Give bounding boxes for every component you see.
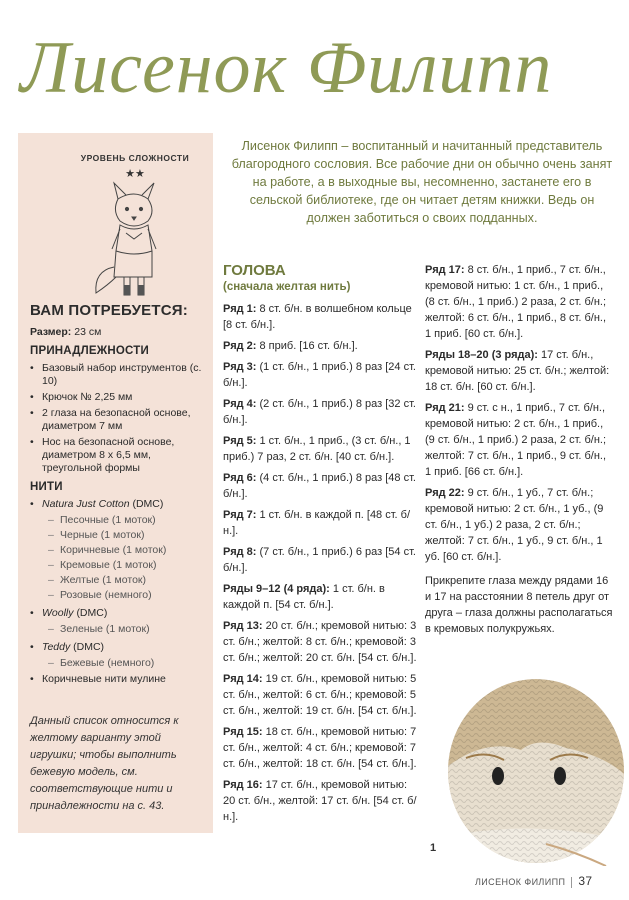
pattern-row [223,301,418,333]
pattern-row [223,581,418,613]
pattern-row [223,359,418,391]
yarn-maker: (DMC) [73,641,105,653]
pattern-row-text: 19 ст. б/н., кремовой нитью: 5 ст. б/н., желтой: 6 ст. б/н.; кремовой: 5 ст. б/н., желтой: 19 ст. б/н. [54 ст. б/н.]. [223,673,417,717]
pattern-row-label: Ряд 4: [223,398,257,410]
pattern-row-text: 8 ст. б/н. в волшебном кольце [8 ст. б/н.]. [223,303,412,331]
pattern-row [223,507,418,539]
pattern-row-label: Ряд 1: [223,303,257,315]
pattern-row [223,338,418,354]
pattern-row-text: 17 ст. б/н., кремовой нитью: 20 ст. б/н., желтой: 17 ст. б/н. [54 ст. б/н.]. [223,779,417,823]
pattern-row-text: (7 ст. б/н., 1 приб.) 6 раз [54 ст. б/н.]. [223,546,416,574]
pattern-row-text: 1 ст. б/н. в каждой п. [54 ст. б/н.]. [223,583,385,611]
accessories-heading: ПРИНАДЛЕЖНОСТИ [30,345,149,357]
fox-illustration-icon [90,181,180,301]
pattern-row-label: Ряды 18–20 (3 ряда): [425,349,538,361]
materials-heading: ВАМ ПОТРЕБУЕТСЯ: [30,302,188,319]
pattern-row-label: Ряд 14: [223,673,263,685]
difficulty-label: УРОВЕНЬ СЛОЖНОСТИ [80,153,190,163]
pattern-row [425,485,615,565]
page-title [20,18,610,126]
pattern-row-label: Ряд 2: [223,340,257,352]
pattern-row-label: Ряд 16: [223,779,263,791]
pattern-column-2 [425,262,615,642]
materials-note: Данный список относится к желтому варианту этой игрушки; чтобы выполнить бежевую модель, см. соответствующие нити и принадлежности на с. 43. [30,715,179,812]
pattern-row [223,433,418,465]
yarn-brand-1 [30,498,208,511]
section-title: ГОЛОВА [223,262,286,279]
yarn-color-item: – Кремовые (1 моток) [30,559,208,572]
yarn-brand-3 [30,641,208,654]
size-value: 23 см [74,326,102,338]
yarn-brand-name: Woolly [42,607,74,619]
yarn-color-item: – Черные (1 моток) [30,529,208,542]
pattern-row-text: (4 ст. б/н., 1 приб.) 8 раз [48 ст. б/н.]. [223,472,416,500]
pattern-column-1 [223,262,418,830]
pattern-row-text: 9 ст. б/н., 1 уб., 7 ст. б/н.; кремовой нитью: 2 ст. б/н., 1 уб., (9 ст. б/н., 1 уб.) 2 раза, 2 ст. б/н.; желтой: 7 ст. б/н., 1 уб., 9 ст. б/н., 1 уб. [60 ст. б/н.]. [425,487,604,563]
yarn-color-item: – Зеленые (1 моток) [30,623,208,636]
pattern-row [425,347,615,395]
yarn-color-item: – Желтые (1 моток) [30,574,208,587]
pattern-row [223,671,418,719]
crochet-head-photo [426,666,626,866]
pattern-row-text: 9 ст. с н., 1 приб., 7 ст. б/н., кремовой нитью: 2 ст. б/н., 1 приб., (9 ст. б/н., 1 приб.) 2 раза, 2 ст. б/н.; желтой: 7 ст. б/н., 1 приб., 9 ст. б/н., 1 приб. [66 ст. б/н.]. [425,402,607,478]
pattern-row-text: 17 ст. б/н., кремовой нитью: 25 ст. б/н.; желтой: 18 ст. б/н. [60 ст. б/н.]. [425,349,610,393]
pattern-row-text: 8 приб. [16 ст. б/н.]. [259,340,358,352]
pattern-row [223,470,418,502]
materials-list [30,326,208,689]
materials-sidebar [18,133,213,833]
accessory-item: • 2 глаза на безопасной основе, диаметром 7 мм [30,407,208,433]
pattern-row-label: Ряд 8: [223,546,257,558]
page-number: 37 [578,874,593,888]
pattern-row [425,262,615,342]
difficulty-stars: ★★ [125,168,145,180]
size-row [30,326,208,339]
accessory-item: • Крючок № 2,25 мм [30,391,208,404]
section-subtitle: (сначала желтая нить) [223,281,351,293]
muline-item: • Коричневые нити мулине [30,673,208,686]
pattern-row-text: 18 ст. б/н., кремовой нитью: 7 ст. б/н., желтой: 4 ст. б/н.; кремовой: 7 ст. б/н., желтой: 18 ст. б/н. [54 ст. б/н.]. [223,726,417,770]
pattern-row-label: Ряд 13: [223,620,263,632]
figure-number: 1 [430,842,437,854]
pattern-row-label: Ряд 22: [425,487,465,499]
pattern-row [223,544,418,576]
yarn-brand-name: Teddy [42,641,71,653]
pattern-row [223,618,418,666]
pattern-row [223,777,418,825]
running-title: ЛИСЕНОК ФИЛИПП [475,877,566,887]
yarn-color-item: – Песочные (1 моток) [30,514,208,527]
difficulty-block [80,153,190,313]
pattern-row-text: (1 ст. б/н., 1 приб.) 8 раз [24 ст. б/н.]. [223,361,416,389]
accessory-item: • Нос на безопасной основе, диаметром 8 х 6,5 мм, треугольной формы [30,436,208,475]
size-label: Размер: [30,326,72,338]
attach-eyes-text: Прикрепите глаза между рядами 16 и 17 на расстоянии 8 петель друг от друга – глаза должны располагаться в кремовых полукружьях. [425,575,613,635]
pattern-row-label: Ряд 15: [223,726,263,738]
pattern-row-label: Ряд 6: [223,472,257,484]
pattern-row-label: Ряд 17: [425,264,465,276]
intro-paragraph: Лисенок Филипп – воспитанный и начитанный представитель благородного сословия. Все рабочие дни он обычно очень занят на работе, а в выходные вы, несомненно, застанете его в сельской библиотеке, где он читает детям книжки. Ведь он должен заботиться о своих подданных. [231,139,613,225]
page-title-text: Лисенок Филипп [20,27,553,109]
accessory-item: • Базовый набор инструментов (с. 10) [30,362,208,388]
pattern-row-text: 1 ст. б/н., 1 приб., (3 ст. б/н., 1 приб.) 7 раз, 2 ст. б/н. [40 ст. б/н.]. [223,435,411,463]
pattern-rows-2 [425,262,615,565]
yarn-brand-2 [30,607,208,620]
pattern-row [223,396,418,428]
pattern-row-text: (2 ст. б/н., 1 приб.) 8 раз [32 ст. б/н.]. [223,398,416,426]
yarn-color-item: – Бежевые (немного) [30,657,208,670]
pattern-row-label: Ряд 3: [223,361,257,373]
yarn-brand-name: Natura Just Cotton [42,498,130,510]
yarn-color-item: – Розовые (немного) [30,589,208,602]
pattern-row-text: 8 ст. б/н., 1 приб., 7 ст. б/н., кремовой нитью: 1 ст. б/н., 1 приб., (8 ст. б/н., 1 приб.) 2 раза, 2 ст. б/н.; желтой: 6 ст. б/н., 1 приб., 8 ст. б/н., 1 приб. [60 ст. б/н.]. [425,264,607,340]
pattern-row-label: Ряды 9–12 (4 ряда): [223,583,330,595]
pattern-row-text: 1 ст. б/н. в каждой п. [48 ст. б/н.]. [223,509,411,537]
pattern-rows-1 [223,301,418,825]
page-footer [475,874,615,888]
yarn-color-item: – Коричневые (1 моток) [30,544,208,557]
threads-heading: НИТИ [30,481,63,493]
pattern-row [223,724,418,772]
yarn-maker: (DMC) [76,607,108,619]
footer-divider [571,877,572,888]
pattern-row-label: Ряд 7: [223,509,257,521]
pattern-row-label: Ряд 21: [425,402,465,414]
pattern-row [425,400,615,480]
pattern-row-label: Ряд 5: [223,435,257,447]
yarn-maker: (DMC) [132,498,164,510]
pattern-row-text: 20 ст. б/н.; кремовой нитью: 3 ст. б/н.; желтой: 8 ст. б/н.; кремовой: 3 ст. б/н.; желтой: 20 ст. б/н. [54 ст. б/н.]. [223,620,417,664]
